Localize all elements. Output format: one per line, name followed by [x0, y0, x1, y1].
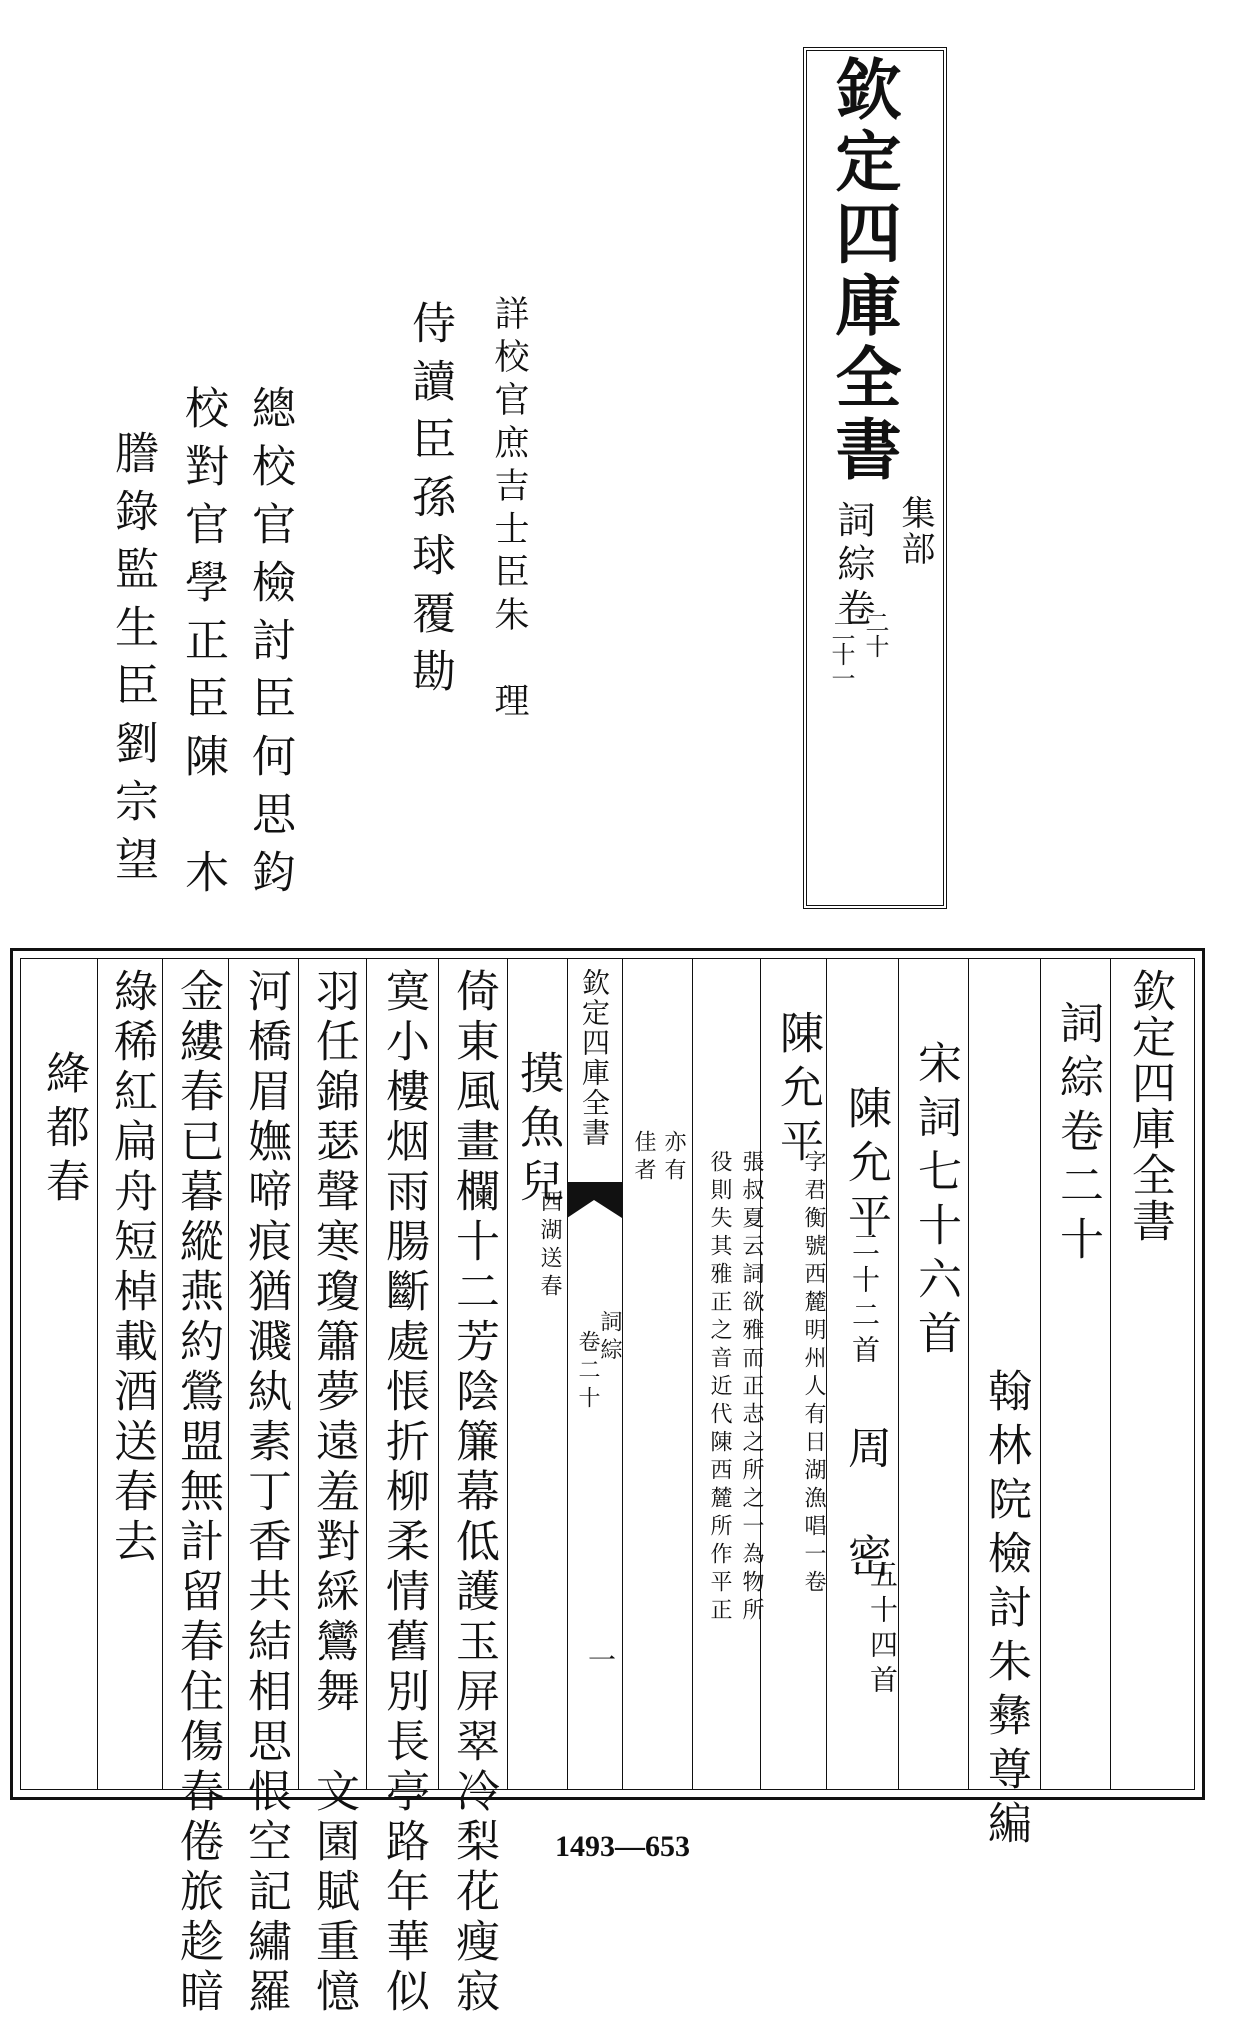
page-number: 1493—653 — [555, 1830, 690, 1863]
column-rule — [366, 958, 367, 1790]
tune-subtitle-1: 西湖送春 — [537, 1190, 562, 1302]
margin-vol-a: 詞綜 — [597, 1310, 622, 1366]
column-rule — [1110, 958, 1111, 1790]
poem-line-3: 羽任錦瑟聲寒瓊簫夢遠羞對綵鸞舞 文園賦重憶 — [308, 968, 359, 2018]
credit-collator: 校對官學正臣陳 木 — [177, 385, 228, 907]
column-rule — [826, 958, 827, 1790]
credit-chief-proofreader: 總校官檢討臣何思鈞 — [244, 385, 295, 907]
fishtail-mark — [567, 1182, 622, 1218]
bio-note-4: 亦有 — [661, 1130, 686, 1186]
center-margin-rule — [622, 958, 623, 1790]
bio-note-3: 役則失其雅正之音近代陳西麓所作平正 — [707, 1150, 732, 1626]
bio-note-5: 佳者 — [631, 1130, 656, 1186]
label-work: 詞綜卷 — [831, 500, 875, 632]
column-rule — [692, 958, 693, 1790]
center-margin-rule — [567, 958, 568, 1790]
margin-leaf-number: 一 — [584, 1645, 617, 1680]
column-rule — [968, 958, 969, 1790]
poem-line-4: 河橋眉嫵啼痕猶濺紈素丁香共結相思恨空記繡羅 — [240, 968, 291, 2018]
credit-copyist: 謄錄監生臣劉宗望 — [107, 430, 158, 894]
column-rule — [1040, 958, 1041, 1790]
label-section: 集部 — [895, 495, 935, 567]
author-count-2: 五十四首 — [866, 1560, 899, 1700]
juan-title: 詞綜卷二十 — [1052, 1000, 1103, 1270]
label-vol-a: 二十 — [861, 610, 889, 658]
poem-line-1: 倚東風畫欄十二芳陰簾幕低護玉屏翠冷梨花瘦寂 — [448, 968, 499, 2018]
label-vol-b: 二十一 — [827, 618, 855, 690]
credit-detailed-proofreader: 詳校官庶吉士臣朱 理 — [489, 295, 529, 725]
poem-line-6: 綠稀紅扁舟短棹載酒送春去 — [106, 968, 157, 1568]
author-name-2: 周 密 — [840, 1425, 891, 1587]
poem-line-5: 金縷春已暮縱燕約鶯盟無計留春住傷春倦旅趁暗 — [172, 968, 223, 2018]
margin-title: 欽定四庫全書 — [578, 968, 611, 1148]
column-rule — [162, 958, 163, 1790]
bio-note-2: 張叔夏云詞欲雅而正志之所之一為物所 — [739, 1150, 764, 1626]
bio-author-name: 陳允平 — [772, 1010, 823, 1172]
author-name-1: 陳允平 — [840, 1085, 891, 1247]
column-rule — [298, 958, 299, 1790]
poem-line-2: 寞小樓烟雨腸斷處悵折柳柔情舊別長亭路年華似 — [378, 968, 429, 2018]
page-header-title: 欽定四庫全書 — [1124, 968, 1175, 1244]
column-rule — [507, 958, 508, 1790]
label-main-title: 欽定四庫全書 — [824, 55, 902, 487]
tune-title-2: 絳都春 — [38, 1050, 89, 1212]
dynasty-line: 宋詞七十六首 — [910, 1040, 961, 1364]
credit-reviewer: 侍讀臣孫球覆勘 — [404, 300, 455, 706]
tune-title-1: 摸魚兒 — [512, 1050, 563, 1212]
column-rule — [438, 958, 439, 1790]
bio-note-1: 字君衡號西麓明州人有日湖漁唱一卷 — [801, 1150, 826, 1598]
column-rule — [97, 958, 98, 1790]
column-rule — [228, 958, 229, 1790]
margin-vol-b: 卷二十 — [575, 1330, 600, 1414]
author-count-1: 二十二首 — [848, 1230, 881, 1370]
editor-credit: 翰林院檢討朱彝尊編 — [980, 1368, 1031, 1854]
